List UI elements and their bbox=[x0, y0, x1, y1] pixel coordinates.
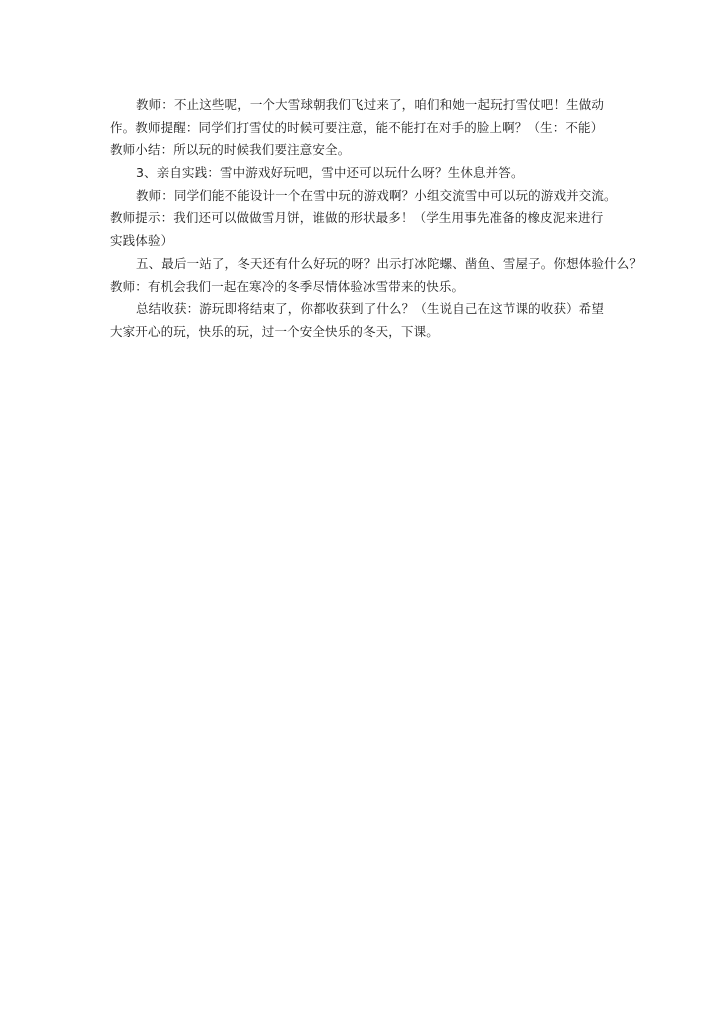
paragraph-line: 教师提示：我们还可以做做雪月饼，谁做的形状最多！（学生用事先准备的橡皮泥来进行 bbox=[110, 210, 604, 226]
paragraph-line: 大家开心的玩，快乐的玩，过一个安全快乐的冬天，下课。 bbox=[110, 323, 439, 339]
document-body bbox=[110, 94, 643, 344]
paragraph-line: 总结收获：游玩即将结束了，你都收获到了什么？（生说自己在这节课的收获）希望 bbox=[136, 301, 605, 317]
paragraph-line: 五、最后一站了，冬天还有什么好玩的呀？出示打冰陀螺、凿鱼、雪屋子。你想体验什么？ bbox=[136, 255, 643, 271]
paragraph-line: 教师：不止这些呢，一个大雪球朝我们飞过来了，咱们和她一起玩打雪仗吧！生做动 bbox=[136, 97, 605, 112]
paragraph-line: 教师：同学们能不能设计一个在雪中玩的游戏啊？小组交流雪中可以玩的游戏并交流。 bbox=[136, 187, 617, 203]
paragraph-line: 作。教师提醒：同学们打雪仗的时候可要注意，能不能打在对手的脸上啊？（生：不能） bbox=[110, 119, 604, 135]
paragraph-line: 实践体验） bbox=[110, 233, 174, 249]
paragraph-line: 教师小结：所以玩的时候我们要注意安全。 bbox=[110, 142, 351, 158]
paragraph-line: 教师：有机会我们一起在寒冷的冬季尽情体验冰雪带来的快乐。 bbox=[110, 278, 465, 294]
paragraph-line: 3、亲自实践：雪中游戏好玩吧，雪中还可以玩什么呀？生休息并答。 bbox=[136, 165, 524, 181]
